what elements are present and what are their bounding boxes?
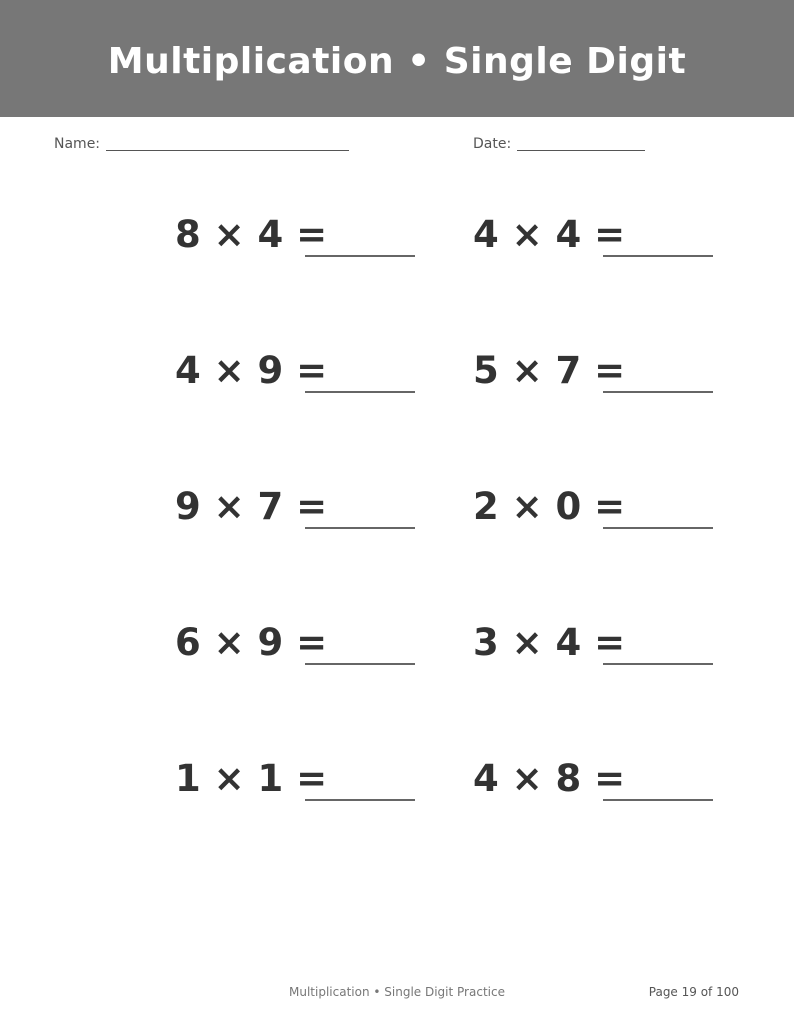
problem-1 [175,213,475,273]
problem-6 [473,485,773,545]
problem-10 [473,757,773,817]
answer-blank[interactable] [305,255,415,257]
problem-expression: 4 × 4 = [473,213,626,256]
problem-4 [473,349,773,409]
problem-7 [175,621,475,681]
problem-8 [473,621,773,681]
answer-blank[interactable] [305,663,415,665]
problem-expression: 8 × 4 = [175,213,328,256]
answer-blank[interactable] [603,799,713,801]
date-label: Date: [473,136,512,152]
problem-expression: 3 × 4 = [473,621,626,664]
name-label: Name: [54,136,101,152]
answer-blank[interactable] [305,391,415,393]
answer-blank[interactable] [603,663,713,665]
problem-expression: 4 × 8 = [473,757,626,800]
page-number: Page 19 of 100 [648,985,739,999]
problem-expression: 2 × 0 = [473,485,626,528]
problem-5 [175,485,475,545]
header-banner [0,0,794,117]
problem-expression: 6 × 9 = [175,621,328,664]
problem-9 [175,757,475,817]
footer-title: Multiplication • Single Digit Practice [289,985,505,999]
answer-blank[interactable] [305,799,415,801]
problem-expression: 9 × 7 = [175,485,328,528]
answer-blank[interactable] [603,391,713,393]
name-field[interactable] [106,150,349,151]
problem-expression: 4 × 9 = [175,349,328,392]
answer-blank[interactable] [603,255,713,257]
answer-blank[interactable] [305,527,415,529]
problem-expression: 1 × 1 = [175,757,328,800]
page-title: Multiplication • Single Digit [107,41,687,82]
answer-blank[interactable] [603,527,713,529]
date-field[interactable] [517,150,645,151]
problem-3 [175,349,475,409]
problem-2 [473,213,773,273]
problem-expression: 5 × 7 = [473,349,626,392]
